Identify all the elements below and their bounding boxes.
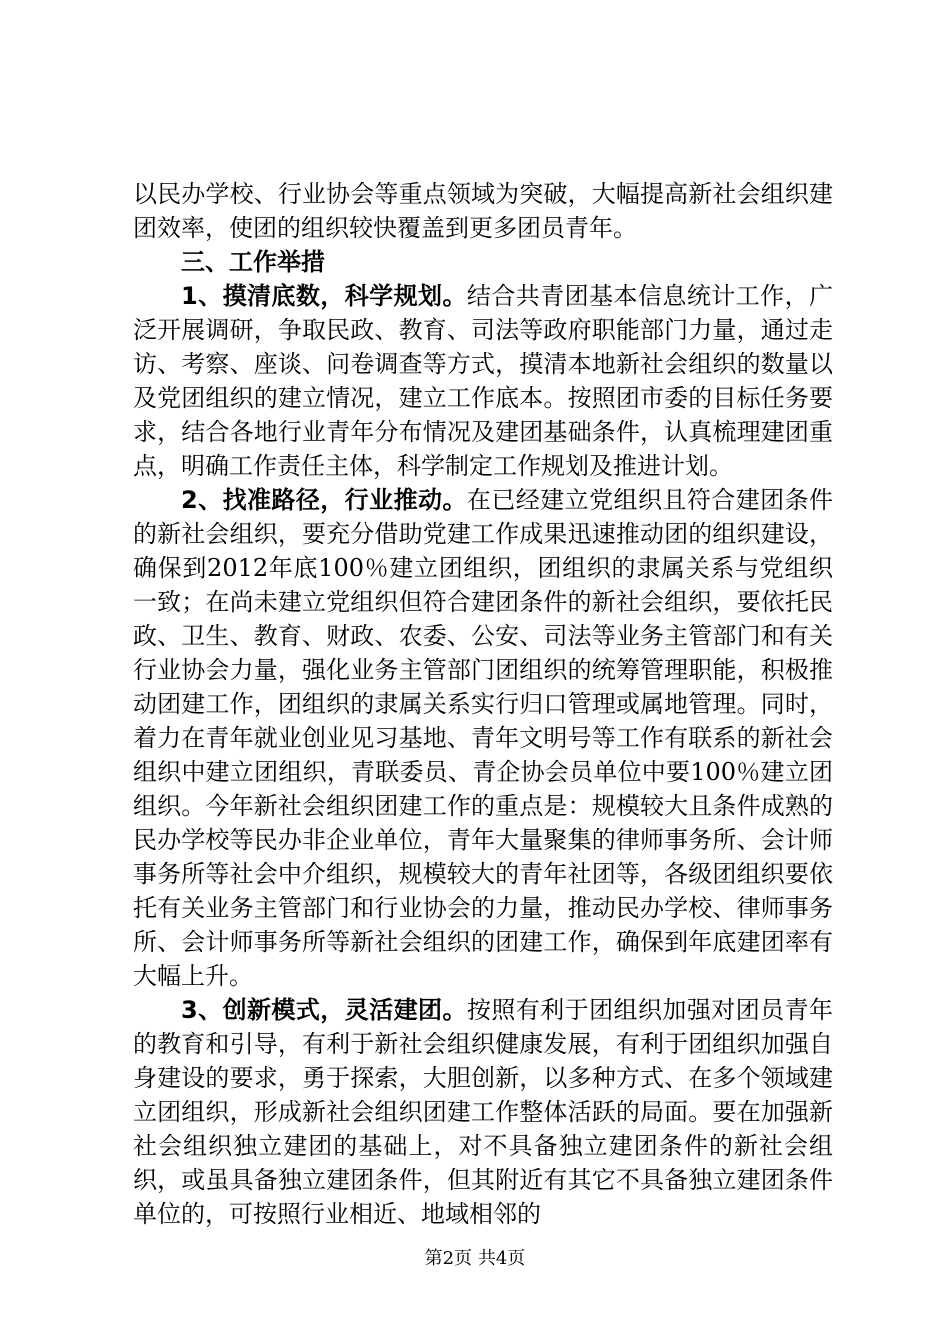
intro-paragraph-fragment: 以民办学校、行业协会等重点领域为突破，大幅提高新社会组织建团效率，使团的组织较快覆盖到更多团员青年。 — [133, 180, 833, 242]
paragraph-1-body: 结合共青团基本信息统计工作，广泛开展调研，争取民政、教育、司法等政府职能部门力量，通过走访、考察、座谈、问卷调查等方式，摸清本地新社会组织的数量以及党团组织的建立情况，建立工作底本。按照团市委的目标任务要求，结合各地行业青年分布情况及建团基础条件，认真梳理建团重点，明确工作责任主体，科学制定工作规划及推进计划。 — [133, 282, 834, 480]
page-footer — [0, 1244, 950, 1270]
paragraph-1 — [133, 279, 833, 483]
paragraph-3-body: 按照有利于团组织加强对团员青年的教育和引导，有利于新社会组织健康发展，有利于团组织加强自身建设的要求，勇于探索，大胆创新，以多种方式、在多个领域建立团组织，形成新社会组织团建工作整体活跃的局面。要在加强新社会组织独立建团的基础上，对不具备独立建团条件的新社会组织，或虽具备独立建团条件，但其附近有其它不具备独立建团条件单位的，可按照行业相近、地域相邻的 — [133, 996, 834, 1228]
paragraph-3-lead: 3、创新模式，灵活建团。 — [181, 996, 467, 1024]
paragraph-3 — [133, 993, 833, 1231]
page-indicator: 第2页 共4页 — [424, 1248, 526, 1269]
section-heading: 三、工作举措 — [181, 248, 325, 276]
paragraph-2-body: 在已经建立党组织且符合建团条件的新社会组织，要充分借助党建工作成果迅速推动团的组织建设，确保到2012年底100％建立团组织，团组织的隶属关系与党组织一致；在尚未建立党组织但符合建团条件的新社会组织，要依托民政、卫生、教育、财政、农委、公安、司法等业务主管部门和有关行业协会力量，强化业务主管部门团组织的统筹管理职能，积极推动团建工作，团组织的隶属关系实行归口管理或属地管理。同时，着力在青年就业创业见习基地、青年文明号等工作有联系的新社会组织中建立团组织，青联委员、青企协会员单位中要100％建立团组织。今年新社会组织团建工作的重点是：规模较大且条件成熟的民办学校等民办非企业单位，青年大量聚集的律师事务所、会计师事务所等社会中介组织，规模较大的青年社团等，各级团组织要依托有关业务主管部门和行业协会的力量，推动民办学校、律师事务所、会计师事务所等新社会组织的团建工作，确保到年底建团率有大幅上升。 — [133, 486, 834, 990]
document-body — [133, 177, 833, 1231]
paragraph-1-lead: 1、摸清底数，科学规划。 — [181, 282, 467, 310]
paragraph-2 — [133, 483, 833, 993]
paragraph-2-lead: 2、找准路径，行业推动。 — [181, 486, 467, 514]
